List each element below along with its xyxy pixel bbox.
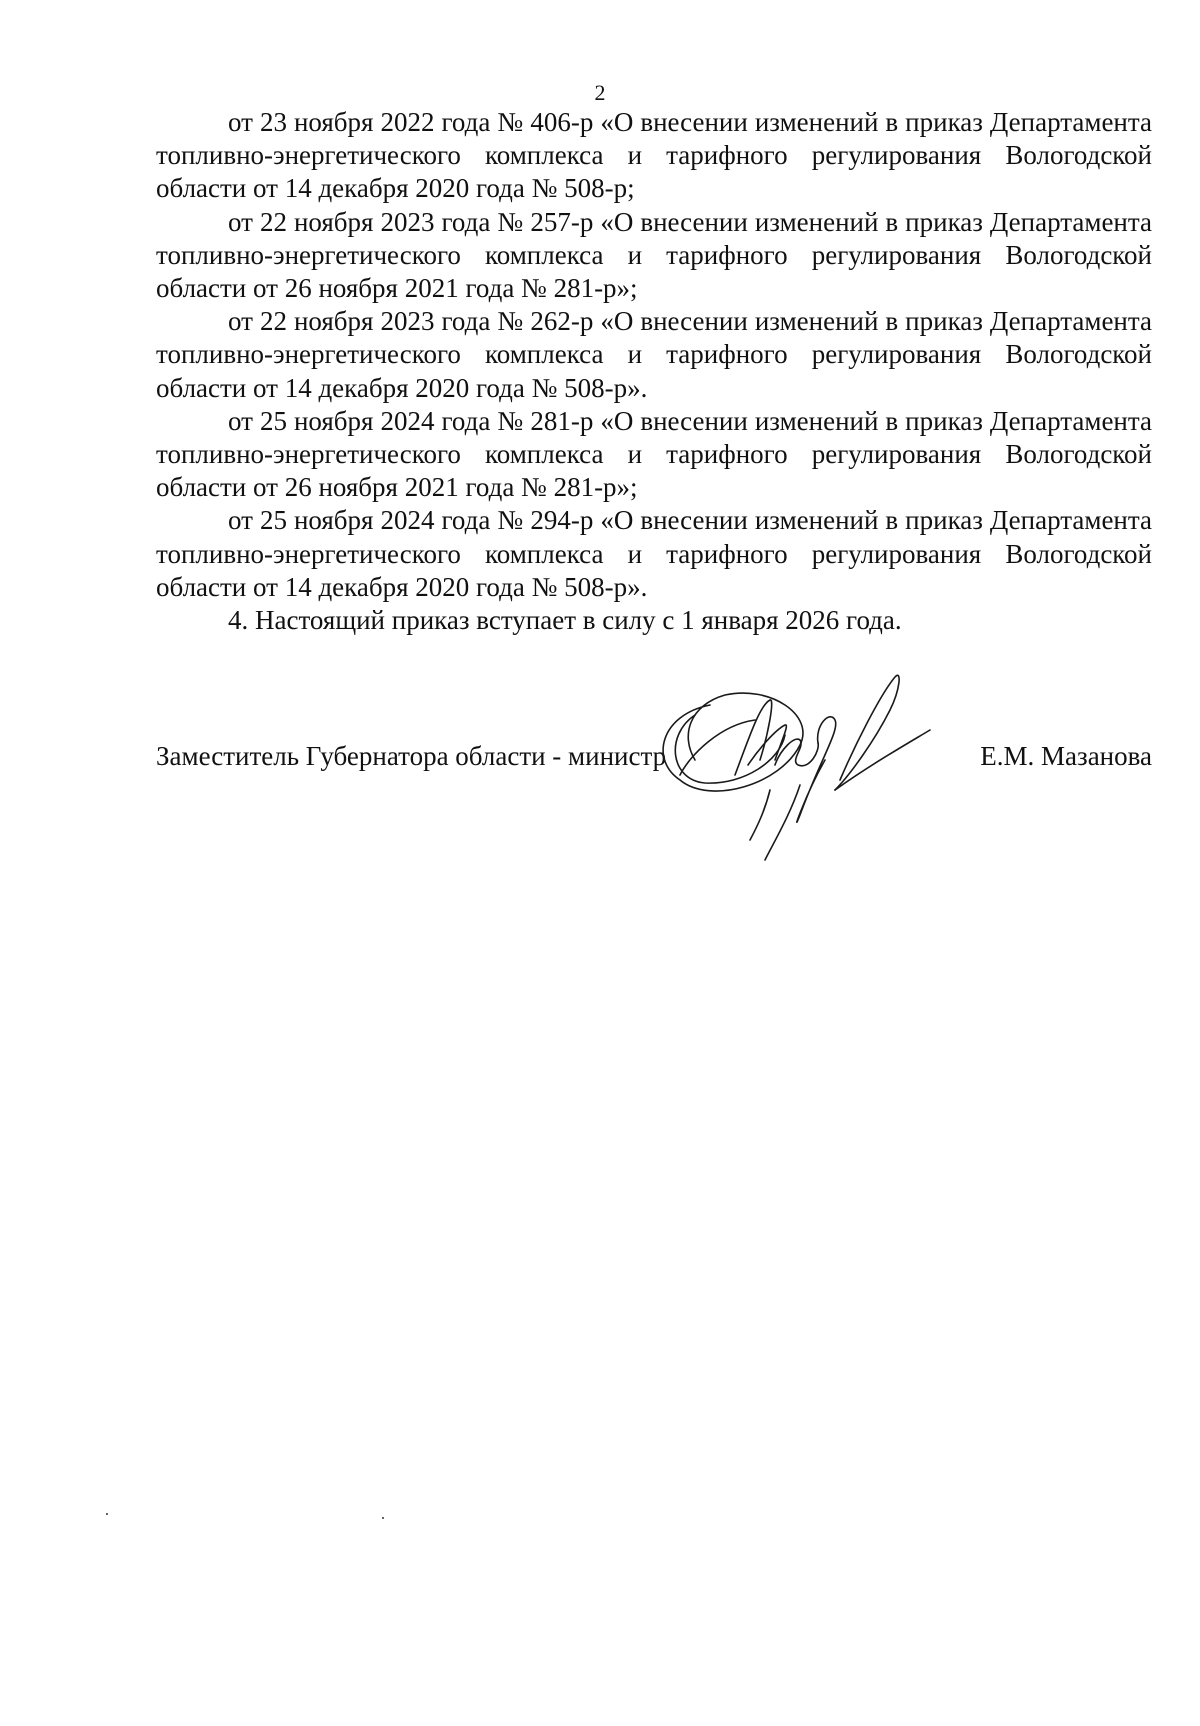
handwritten-signature-icon [650,665,970,865]
paragraph-amendment-2024-281: от 25 ноября 2024 года № 281-р «О внесении изменений в приказ Департамента топливно-энергетического комплекса и тарифного регулирования Вологодской области от 26 ноября 2021 года № 281-р»; [156,405,1152,503]
paragraph-amendment-2023-262: от 22 ноября 2023 года № 262-р «О внесении изменений в приказ Департамента топливно-энергетического комплекса и тарифного регулирования Вологодской области от 14 декабря 2020 года № 508-р». [156,306,1152,403]
paragraph-effective-date: 4. Настоящий приказ вступает в силу с 1 января 2026 года. [228,605,902,636]
paragraph-amendment-2023-257: от 22 ноября 2023 года № 257-р «О внесении изменений в приказ Департамента топливно-энергетического комплекса и тарифного регулирования Вологодской области от 26 ноября 2021 года № 281-р»; [156,206,1152,304]
signatory-name: Е.М. Мазанова [980,741,1152,771]
scan-speck [382,1517,384,1519]
signatory-position: Заместитель Губернатора области - министр [156,741,667,771]
scan-speck [106,1513,108,1515]
page-number: 2 [594,80,606,105]
paragraph-amendment-2022-406: от 23 ноября 2022 года № 406-р «О внесении изменений в приказ Департамента топливно-энергетического комплекса и тарифного регулирования Вологодской области от 14 декабря 2020 года № 508-р; [156,107,1152,204]
paragraph-amendment-2024-294: от 25 ноября 2024 года № 294-р «О внесении изменений в приказ Департамента топливно-энергетического комплекса и тарифного регулирования Вологодской области от 14 декабря 2020 года № 508-р». [156,505,1152,602]
document-body [156,106,1152,637]
